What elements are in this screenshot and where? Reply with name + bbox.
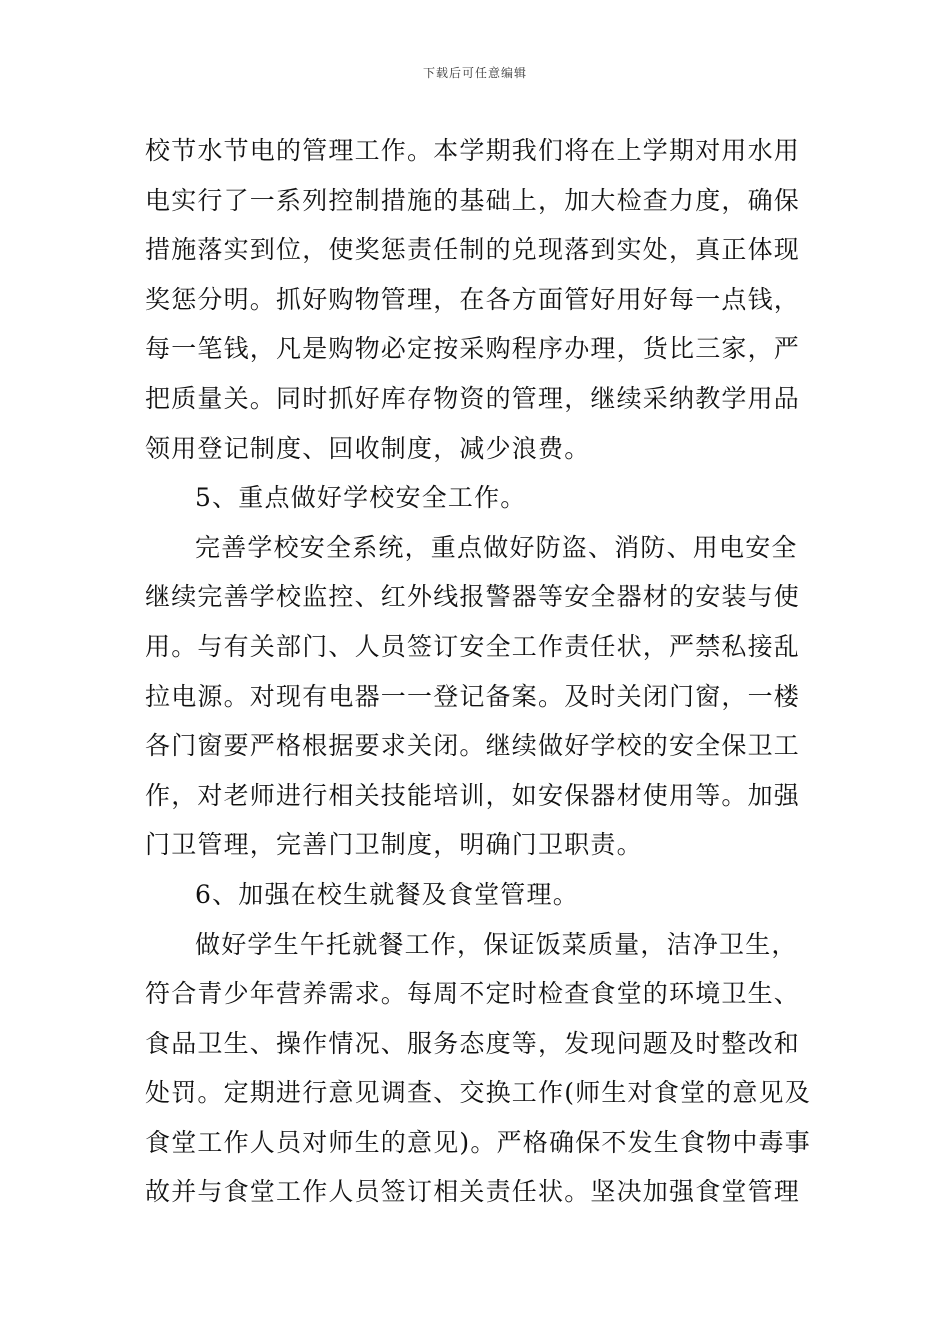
header-note: 下载后可任意编辑 [422,66,527,80]
body-line: 完善学校安全系统，重点做好防盗、消防、用电安全 [195,532,798,562]
body-line: 门卫管理，完善门卫制度，明确门卫职责。 [145,830,643,860]
document-body [145,126,810,1217]
body-line: 电实行了一系列控制措施的基础上，加大检查力度，确保 [145,185,801,215]
body-line: 每一笔钱，凡是购物必定按采购程序办理，货比三家，严 [145,334,801,364]
body-line: 措施落实到位，使奖惩责任制的兑现落到实处，真正体现 [145,235,801,265]
body-line: 处罚。定期进行意见调查、交换工作(师生对食堂的意见及 [145,1078,811,1108]
body-line: 各门窗要严格根据要求关闭。继续做好学校的安全保卫工 [145,731,801,761]
body-line: 做好学生午托就餐工作，保证饭菜质量，洁净卫生， [195,929,798,959]
section-heading-5: 5、重点做好学校安全工作。 [195,483,527,513]
body-line: 拉电源。对现有电器一一登记备案。及时关闭门窗，一楼 [145,681,801,711]
body-line: 继续完善学校监控、红外线报警器等安全器材的安装与使 [145,582,801,612]
body-line: 故并与食堂工作人员签订相关责任状。坚决加强食堂管理 [145,1177,801,1207]
body-line: 用。与有关部门、人员签订安全工作责任状，严禁私接乱 [145,631,801,661]
body-line: 领用登记制度、回收制度，减少浪费。 [145,433,591,463]
body-line: 符合青少年营养需求。每周不定时检查食堂的环境卫生、 [145,979,801,1009]
body-line: 作，对老师进行相关技能培训，如安保器材使用等。加强 [145,780,801,810]
body-line: 食堂工作人员对师生的意见)。严格确保不发生食物中毒事 [145,1127,811,1157]
section-heading-6: 6、加强在校生就餐及食堂管理。 [195,879,579,909]
body-line: 把质量关。同时抓好库存物资的管理，继续采纳教学用品 [145,383,801,413]
body-line: 食品卫生、操作情况、服务态度等，发现问题及时整改和 [145,1028,801,1058]
body-line: 校节水节电的管理工作。本学期我们将在上学期对用水用 [145,136,801,165]
body-line: 奖惩分明。抓好购物管理，在各方面管好用好每一点钱， [145,284,801,314]
